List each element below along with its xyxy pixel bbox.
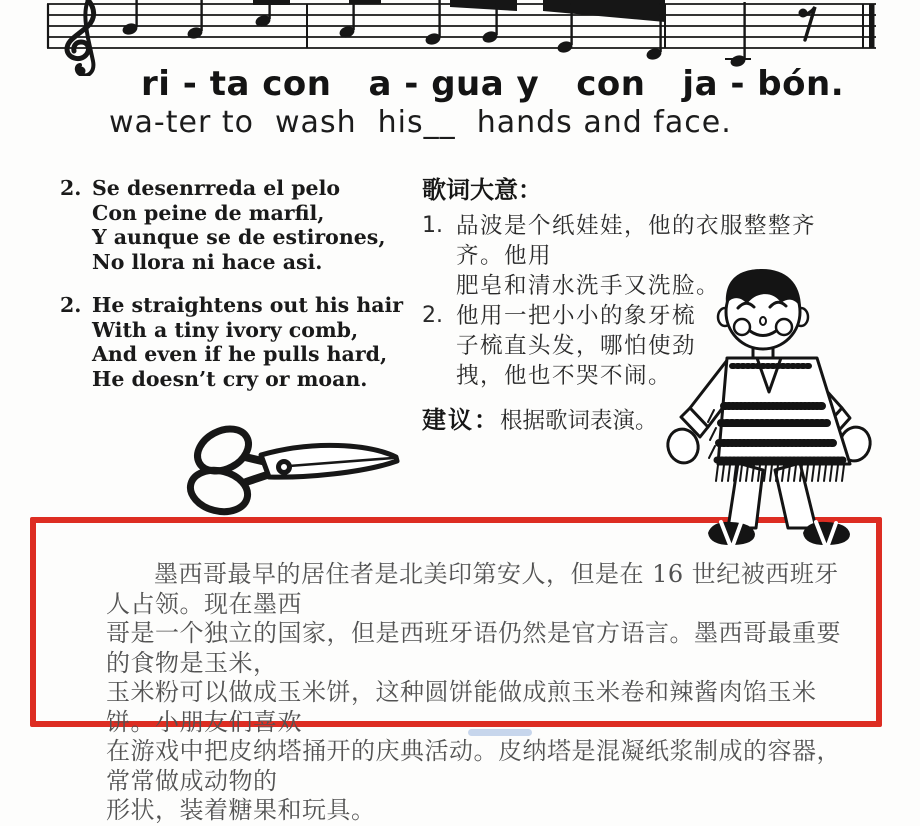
translation-line: 子梳直头发，哪怕使劲 bbox=[456, 333, 697, 359]
verse-line: Se desenrreda el pelo bbox=[92, 176, 341, 200]
scissors-icon bbox=[183, 421, 408, 519]
verse-english bbox=[60, 293, 430, 391]
translation-heading: 歌词大意： bbox=[422, 176, 542, 204]
suggestion-label: 建议： bbox=[422, 406, 500, 434]
suggestion-text: 根据歌词表演。 bbox=[500, 408, 658, 434]
mexico-paragraph-line: 形状，装着糖果和玩具。 bbox=[106, 796, 376, 824]
verse-line: With a tiny ivory comb, bbox=[92, 317, 359, 342]
poncho bbox=[718, 358, 850, 464]
translation-line: 拽，他也不哭不闹。 bbox=[456, 363, 673, 389]
verse-line: No llora ni hace asi. bbox=[92, 249, 323, 274]
verse-line: Con peine de marfil, bbox=[92, 200, 325, 225]
translation-line: 他用一把小小的象牙梳 bbox=[456, 303, 697, 329]
staff-lines-and-notes bbox=[47, 0, 876, 68]
verse-line: He straightens out his hair bbox=[92, 293, 404, 317]
cheek bbox=[734, 319, 750, 335]
verse-line: He doesn’t cry or moan. bbox=[92, 366, 368, 391]
item-number: 1. bbox=[422, 213, 443, 238]
mexico-paragraph-line: 墨西哥最早的居住者是北美印第安人，但是在 16 世纪被西班牙人占领。现在墨西 bbox=[106, 560, 839, 618]
mexico-paragraph-line: 哥是一个独立的国家，但是西班牙语仍然是官方语言。墨西哥最重要的食物是玉米， bbox=[106, 619, 841, 677]
lyric-line-english: wa-ter to wash his__ hands and face. bbox=[109, 105, 732, 140]
verse-number: 2. bbox=[60, 176, 82, 200]
translation-line: 品波是个纸娃娃，他的衣服整整齐齐。他用 bbox=[456, 213, 817, 269]
sandals bbox=[708, 522, 850, 545]
mexico-paragraph bbox=[36, 523, 876, 826]
mexico-paragraph-line: 在游戏中把皮纳塔捅开的庆典活动。皮纳塔是混凝纸浆制成的容器，常常做成动物的 bbox=[106, 737, 841, 795]
translation-line: 肥皂和清水洗手又洗脸。 bbox=[456, 273, 721, 299]
verse-line: And even if he pulls hard, bbox=[92, 342, 388, 366]
left-leg bbox=[728, 463, 763, 528]
item-number: 2. bbox=[422, 303, 443, 328]
verse-column bbox=[60, 176, 430, 391]
mexico-paragraph-line: 玉米粉可以做成玉米饼，这种圆饼能做成煎玉米卷和辣酱肉馅玉米饼。小朋友们喜欢 bbox=[106, 678, 817, 736]
verse-number: 2. bbox=[60, 293, 82, 317]
verse-spanish bbox=[60, 176, 430, 274]
lyric-line-spanish: ri - ta con a - gua y con ja - bón. bbox=[141, 64, 845, 104]
verse-line: Y aunque se de estirones, bbox=[92, 225, 386, 249]
cheek bbox=[776, 319, 792, 335]
mexican-boy-illustration bbox=[650, 260, 910, 560]
